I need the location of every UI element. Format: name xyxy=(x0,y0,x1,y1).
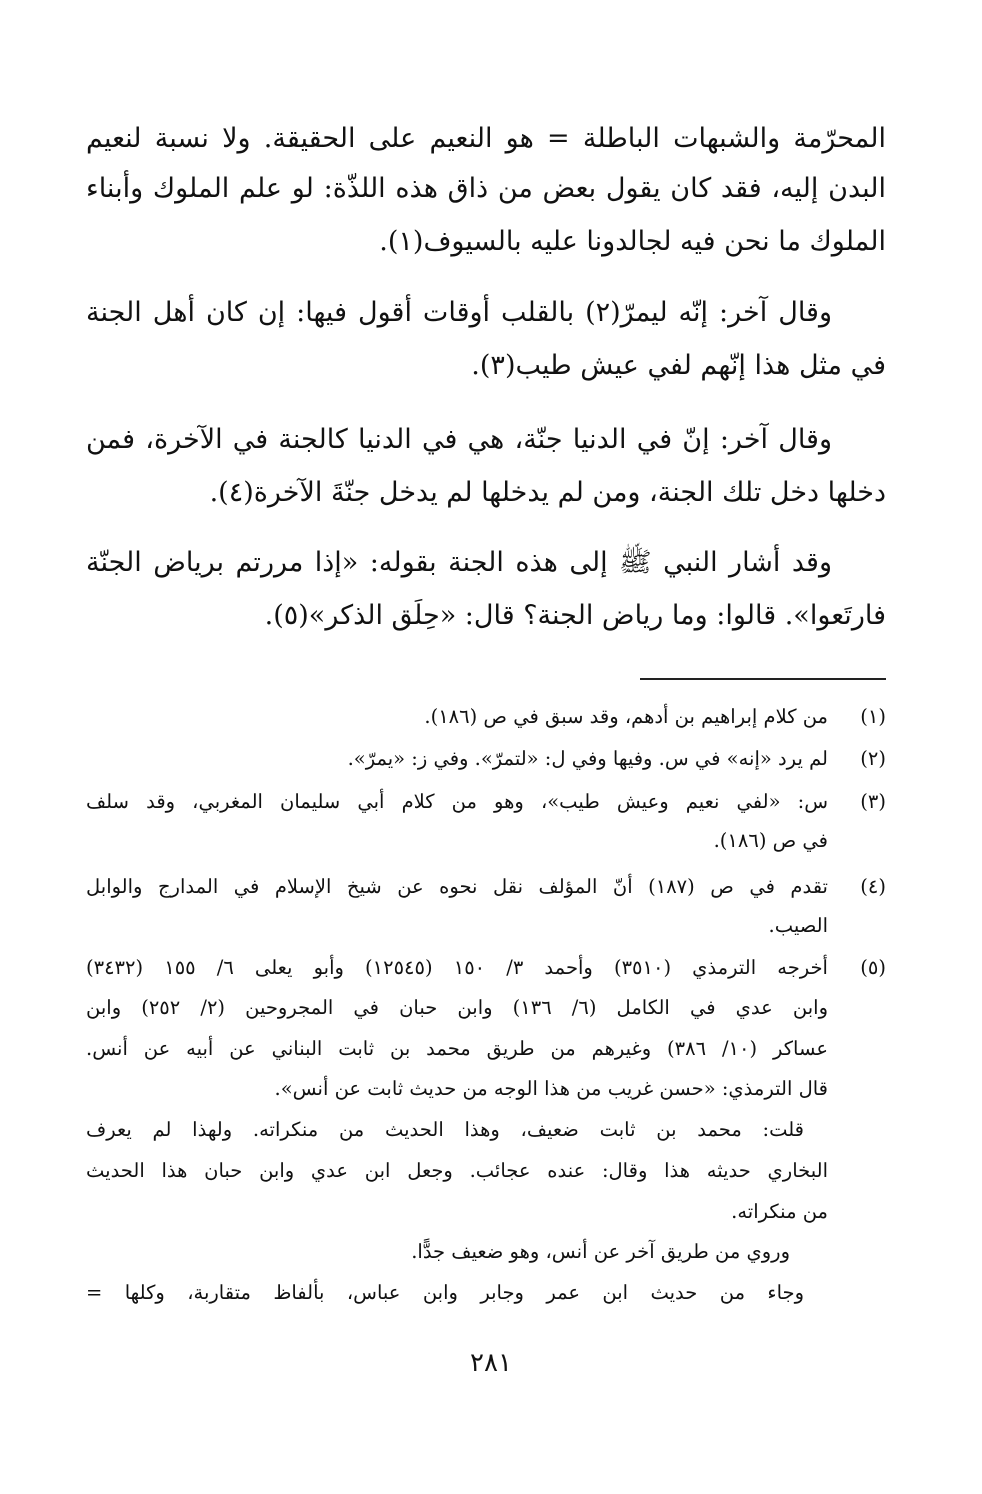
footnote-number: (٤) xyxy=(860,875,886,898)
body-line: المحرّمة والشبهات الباطلة = هو النعيم على الحقيقة. ولا نسبة لنعيم xyxy=(86,123,886,154)
body-line: فارتَعوا». قالوا: وما رياض الجنة؟ قال: «حِلَق الذكر»(٥). xyxy=(264,600,886,631)
footnote-number: (٥) xyxy=(860,956,886,979)
footnote-text: البخاري حديثه هذا وقال: عنده عجائب. وجعل ابن عدي وابن حبان هذا الحديث xyxy=(86,1159,828,1182)
footnote-number: (٢) xyxy=(860,747,886,770)
body-line: وقال آخر: إنّه ليمرّ(٢) بالقلب أوقات أقول فيها: إن كان أهل الجنة xyxy=(86,297,832,328)
footnote-text: وابن عدي في الكامل (٦/ ١٣٦) وابن حبان في المجروحين (٢/ ٢٥٢) وابن xyxy=(86,996,828,1019)
footnote-text: تقدم في ص (١٨٧) أنّ المؤلف نقل نحوه عن شيخ الإسلام في المدارج والوابل xyxy=(86,875,828,898)
body-line: في مثل هذا إنّهم لفي عيش طيب(٣). xyxy=(471,350,886,381)
body-line: البدن إليه، فقد كان يقول بعض من ذاق هذه اللذّة: لو علم الملوك وأبناء xyxy=(86,173,886,204)
body-line: الملوك ما نحن فيه لجالدونا عليه بالسيوف(١). xyxy=(379,226,886,257)
footnote-text: قال الترمذي: «حسن غريب من هذا الوجه من حديث ثابت عن أنس». xyxy=(274,1077,828,1100)
footnote-separator xyxy=(640,678,886,680)
body-line: وقد أشار النبي ﷺ إلى هذه الجنة بقوله: «إذا مررتم برياض الجنّة xyxy=(86,547,832,578)
footnote-text: وروي من طريق آخر عن أنس، وهو ضعيف جدًّا. xyxy=(411,1240,790,1263)
footnote-text: وجاء من حديث ابن عمر وجابر وابن عباس، بألفاظ متقاربة، وكلها = xyxy=(86,1281,804,1304)
footnote-text: س: «لفي نعيم وعيش طيب»، وهو من كلام أبي سليمان المغربي، وقد سلف xyxy=(86,790,828,813)
footnote-text: في ص (١٨٦). xyxy=(713,829,828,852)
body-line: دخلها دخل تلك الجنة، ومن لم يدخلها لم يدخل جنّةَ الآخرة(٤). xyxy=(209,477,886,508)
footnote-text: قلت: محمد بن ثابت ضعيف، وهذا الحديث من منكراته. ولهذا لم يعرف xyxy=(86,1118,804,1141)
footnote-number: (١) xyxy=(860,705,886,728)
footnote-text: عساكر (١٠/ ٣٨٦) وغيرهم من طريق محمد بن ثابت البناني عن أبيه عن أنس. xyxy=(86,1037,828,1060)
footnote-text: لم يرد «إنه» في س. وفيها وفي ل: «لتمرّ». وفي ز: «يمرّ». xyxy=(347,747,828,770)
body-line: وقال آخر: إنّ في الدنيا جنّة، هي في الدنيا كالجنة في الآخرة، فمن xyxy=(86,424,832,455)
page-number: ٢٨١ xyxy=(470,1348,512,1378)
footnote-text: من كلام إبراهيم بن أدهم، وقد سبق في ص (١٨٦). xyxy=(424,705,828,728)
footnote-text: الصيب. xyxy=(768,914,828,937)
footnote-text: أخرجه الترمذي (٣٥١٠) وأحمد ٣/ ١٥٠ (١٢٥٤٥) وأبو يعلى ٦/ ١٥٥ (٣٤٣٢) xyxy=(86,956,828,979)
footnote-number: (٣) xyxy=(860,790,886,813)
footnote-text: من منكراته. xyxy=(731,1200,828,1223)
